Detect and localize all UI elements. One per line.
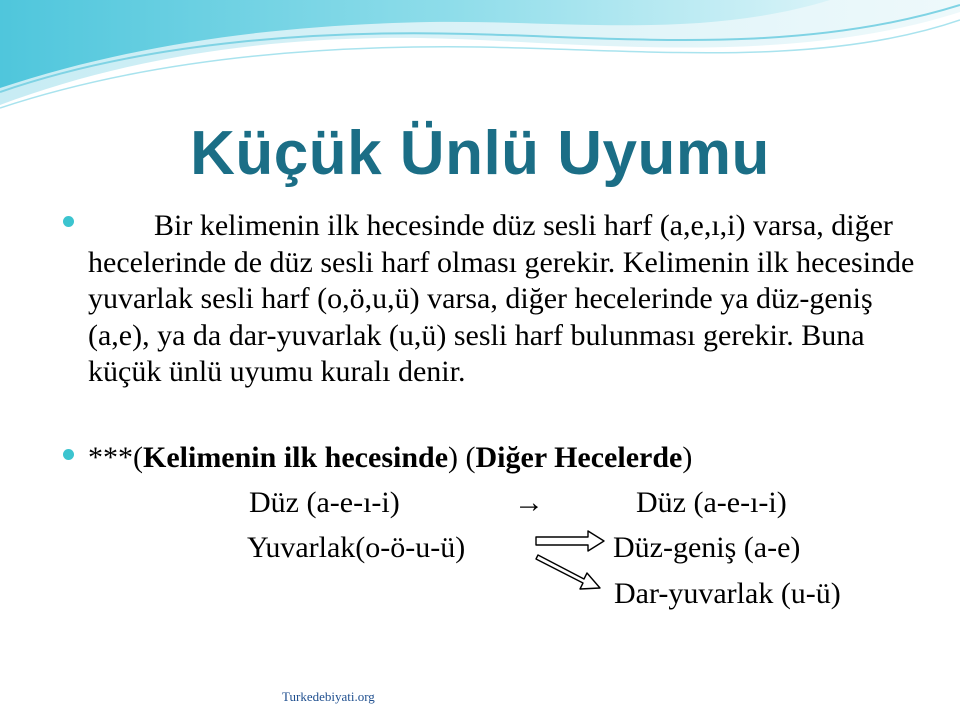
bullet-1-dot	[63, 216, 74, 227]
headings-suffix: )	[682, 441, 693, 474]
row3-right: Dar-yuvarlak (u-ü)	[614, 577, 841, 610]
row1-arrow-icon: →	[514, 486, 544, 519]
headings-middle: ) (	[448, 441, 476, 474]
slide-title: Küçük Ünlü Uyumu	[190, 119, 770, 188]
heading-first-syllable: Kelimenin ilk hecesinde	[143, 441, 449, 474]
footer-source: Turkedebiyati.org	[282, 689, 375, 704]
row2-right: Düz-geniş (a-e)	[613, 531, 801, 564]
rule-paragraph-text: Bir kelimenin ilk hecesinde düz sesli harf (a,e,ı,i) varsa, diğer hecelerinde de düz sesli harf olması gerekir. Kelimenin ilk hecesinde yuvarlak sesli harf (o,ö,u,ü) varsa, diğer hecelerinde ya düz-geniş (a,e), ya da dar-yuvarlak (u,ü) sesli harf bulunması gerekir. Buna küçük ünlü uyumu kuralı denir.	[88, 209, 915, 388]
headings-prefix: ***(	[88, 441, 143, 474]
row2-left: Yuvarlak(o-ö-u-ü)	[247, 531, 466, 564]
header-wave-decoration	[0, 0, 960, 120]
rule-paragraph	[88, 208, 918, 391]
branch-arrows-icon	[530, 525, 610, 595]
heading-other-syllables: Diğer Hecelerde	[475, 441, 683, 474]
column-headings	[88, 440, 918, 477]
bullet-2-dot	[63, 449, 74, 460]
row1-left: Düz (a-e-ı-i)	[249, 486, 400, 519]
row1-right: Düz (a-e-ı-i)	[636, 486, 787, 519]
